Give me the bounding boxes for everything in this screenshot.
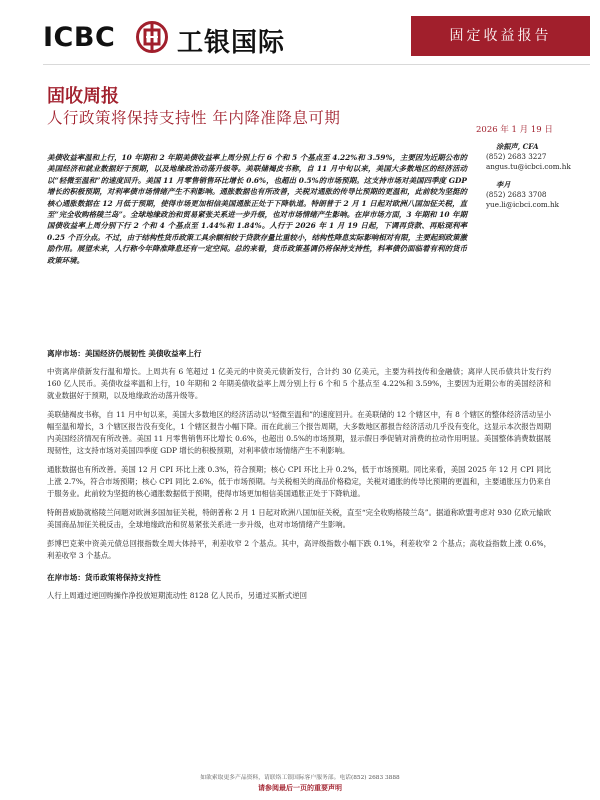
section-title: 在岸市场：货币政策将保持支持性 xyxy=(47,573,161,582)
icbc-emblem-icon xyxy=(135,20,169,54)
company-name: 工银国际 xyxy=(177,28,286,58)
report-title: 固收周报 xyxy=(47,86,119,107)
analyst-name: 涂振声, CFA xyxy=(496,142,539,151)
report-body xyxy=(47,348,551,609)
body-paragraph: 美联储褐皮书称，自 11 月中旬以来，美国大多数地区的经济活动以“轻微至温和”的速度回升。在美联储的 12 个辖区中，有 8 个辖区的整体经济活动呈小幅至温和增长，3 个辖区报告没有变化，1 个辖区报告小幅下降。而在此前三个报告周期，大多数地区都报告经济活动几乎没有变化，这显示本次报告周期内美国经济情况有所改善。美国 11 月零售销售环比增长 0.6%，也超出 0.5%的市场预期，显示假日季促销对消费的拉动作用明显。美国整体消费数据展现韧性，这支持市场对美国四季度 GDP 增长的积极预期，对利率债市场情绪产生不利影响。 xyxy=(47,410,551,455)
body-paragraph: 中资离岸债新发行温和增长。上周共有 6 笔超过 1 亿美元的中资美元债新发行，合计约 30 亿美元，主要为科技传和金融债；离岸人民币债共计发行约 160 亿人民币。美债收益率温和上行，10 年期和 2 年期美债收益率上周分别上行 6 个和 5 个基点至 4.22%和 3.59%，主要因为近期公布的美国经济和就业数据好于预期，以及地缘政治动荡升级等。 xyxy=(47,367,551,400)
body-paragraph: 彭博巴克莱中资美元债总回报指数全周大体持平，利差收窄 2 个基点。其中，高评级指数小幅下跌 0.1%，利差收窄 2 个基点；高收益指数上涨 0.6%，利差收窄 3 个基点。 xyxy=(47,539,551,560)
report-type-badge: 固定收益报告 xyxy=(411,16,590,56)
header-divider xyxy=(43,64,590,65)
section-title: 离岸市场：美国经济仍展韧性 美债收益率上行 xyxy=(47,349,202,358)
analyst-phone: (852) 2683 3227 xyxy=(486,152,547,161)
analyst-phone: (852) 2683 3708 xyxy=(486,190,547,199)
footer-disclaimer: 请参阅最后一页的重要声明 xyxy=(258,783,342,792)
icbc-logo xyxy=(43,20,303,60)
body-paragraph: 人行上周通过逆回购操作净投放短期流动性 8128 亿人民币，另通过买断式逆回 xyxy=(47,591,308,600)
body-paragraph: 通胀数据也有所改善。美国 12 月 CPI 环比上涨 0.3%，符合预期；核心 CPI 环比上升 0.2%，低于市场预期。同比来看，美国 2025 年 12 月 CPI 同比上涨 2.7%，符合市场预期；核心 CPI 同比 2.6%，低于市场预期。与关税相关的商品价格稳定，关税对通胀的传导比预期的更温和，主要通胀压力仍来自于服务业。此前较为坚挺的核心通胀数据低于预期，使得市场更加相信美国通胀正处于下降轨道。 xyxy=(47,465,551,498)
analyst-card xyxy=(486,180,596,210)
analyst-email[interactable]: yue.li@icbci.com.hk xyxy=(486,200,559,209)
analyst-panel xyxy=(486,142,596,218)
analyst-email[interactable]: angus.tu@icbci.com.hk xyxy=(486,162,571,171)
footer-contact-note: 如欲索取更多产品资料，请联络工银国际客户服务部。电话(852) 2683 3888 xyxy=(200,775,400,781)
report-subtitle: 人行政策将保持支持性 年内降准降息可期 xyxy=(47,109,341,127)
summary-paragraph: 美债收益率温和上行，10 年期和 2 年期美债收益率上周分别上行 6 个和 5 个基点至 4.22%和 3.59%，主要因为近期公布的美国经济和就业数据好于预期，以及地缘政治动荡升级等。美联储褐皮书称，自 11 月中旬以来，美国大多数地区的经济活动以“轻微至温和”的速度回升。美国 11 月零售销售环比增长 0.6%，也超出 0.5%的市场预期。这支持市场对美国四季度 GDP 增长的积极预期，对利率债市场情绪产生不利影响。通胀数据也有所改善，关税对通胀的传导比预期的更温和，此前较为坚挺的核心通胀数据在 12 月低于预期，使得市场更加相信美国通胀正处于下降轨道。特朗普于 2 月 1 日起对欧洲八国加征关税，直至“完全收购格陵兰岛”。全球地缘政治和贸易紧张关系进一步升级，也对市场情绪产生影响。在岸市场方面，3 年期和 10 年期国债收益率上周分别下行 2 个和 4 个基点至 1.44%和 1.84%。人行于 2026 年 1 月 19 日起，下调再贷款、再贴现利率 0.25 个百分点。不过，由于结构性货币政策工具余额相较于贷款存量比重较小，结构性降息实际影响相对有限，主要起到政策激励作用。展望未来，人行称今年降准降息还有一定空间。总的来看，货币政策基调仍将保持支持性，料率债仍面临着有利的货币政策环境。 xyxy=(47,153,467,265)
body-paragraph: 特朗普威胁就格陵兰问题对欧洲多国加征关税，特朗普称 2 月 1 日起对欧洲八国加征关税，直至“完全收购格陵兰岛”。据道称欧盟考虑对 930 亿欧元输欧美国商品加征关税反击，全球地缘政治和贸易紧张关系进一步升级，也对市场情绪产生影响。 xyxy=(47,508,551,529)
logo-text: ICBC xyxy=(43,22,116,53)
report-date: 2026 年 1 月 19 日 xyxy=(476,125,553,135)
analyst-name: 李月 xyxy=(496,180,511,189)
analyst-card xyxy=(486,142,596,172)
